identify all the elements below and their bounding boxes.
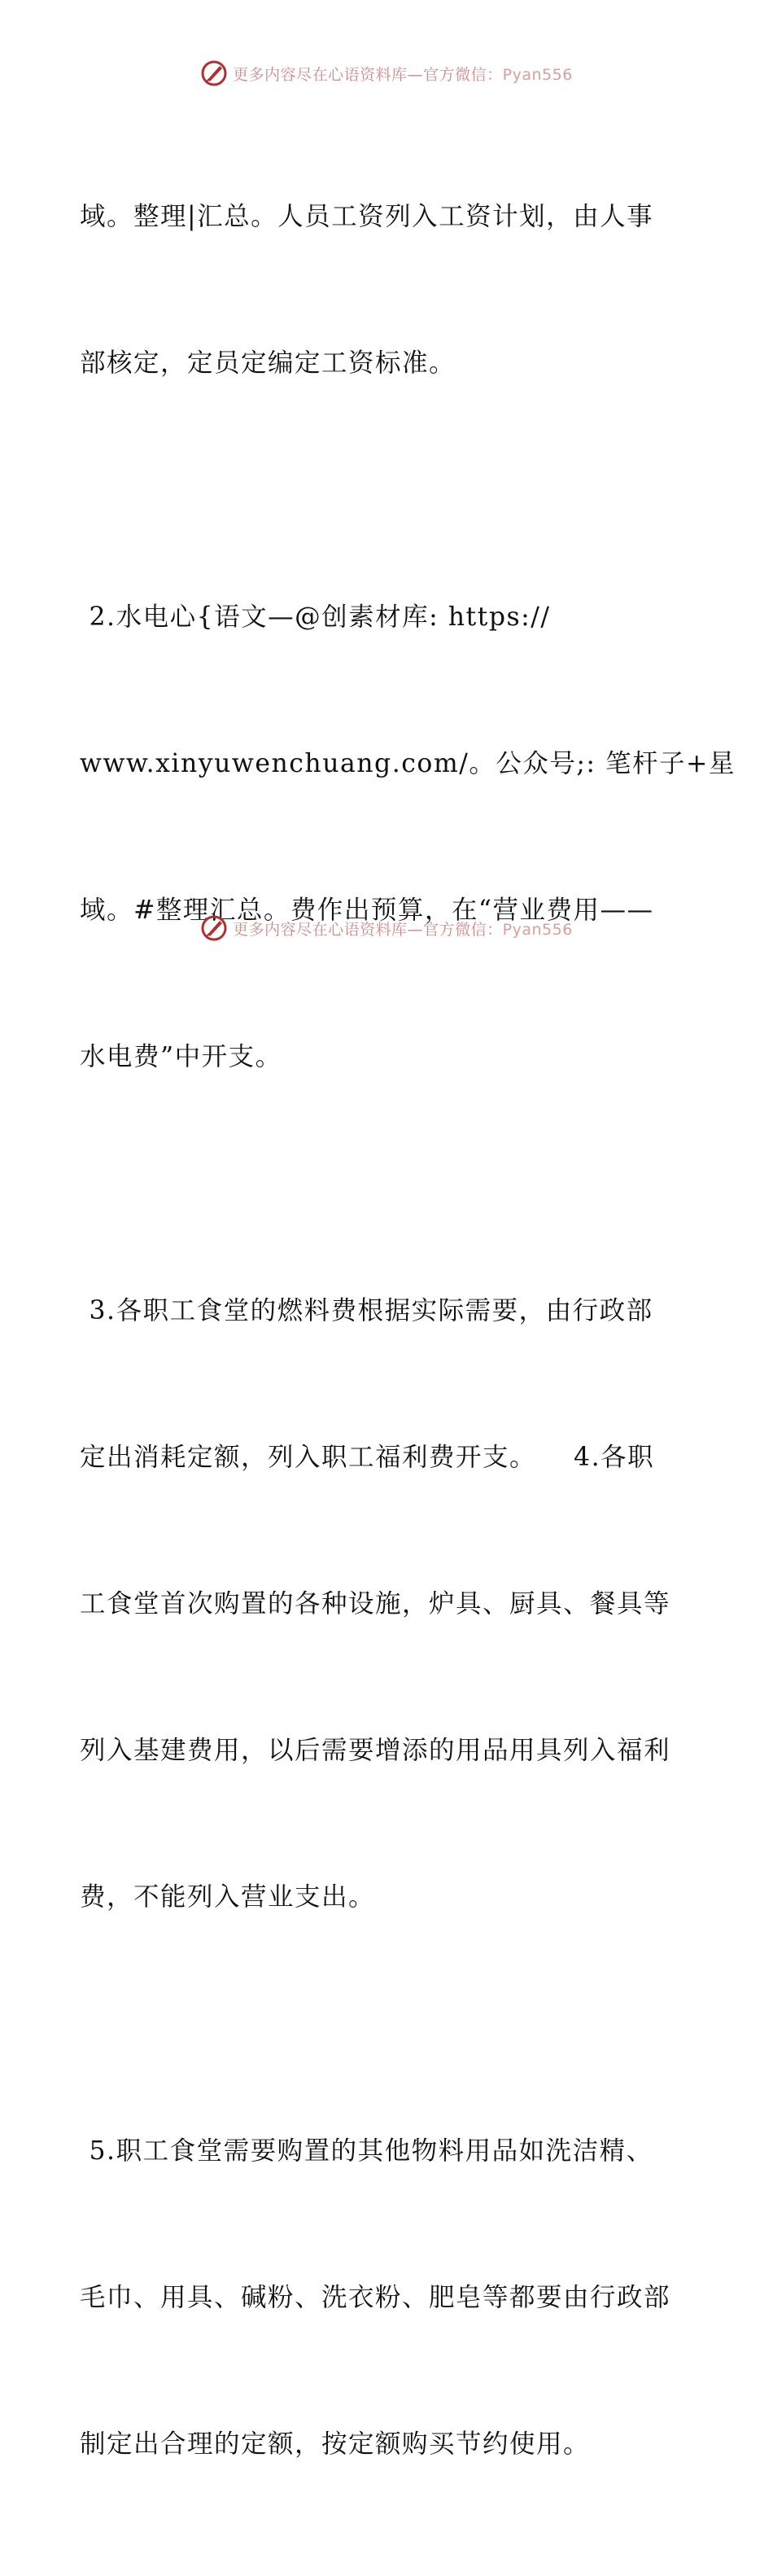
- text-line: 毛巾、用具、碱粉、洗衣粉、肥皂等都要由行政部: [80, 2283, 671, 2312]
- text-line: 3.各职工食堂的燃料费根据实际需要，由行政部: [80, 1296, 653, 1325]
- header-watermark: [0, 57, 773, 90]
- text-line: 5.职工食堂需要购置的其他物料用品如洗洁精、: [80, 2136, 653, 2166]
- watermark-text: 更多内容尽在心语资料库—官方微信：Pyan556: [233, 65, 573, 84]
- text-line: 部核定，定员定编定工资标准。: [80, 348, 456, 378]
- text-line: 水电费”中开支。: [80, 1042, 282, 1071]
- text-line: 工食堂首次购置的各种设施，炉具、厨具、餐具等: [80, 1589, 671, 1619]
- footer-watermark: [0, 912, 773, 944]
- quill-pen-seal-icon: [200, 59, 228, 87]
- text-line: www.xinyuwenchuang.com/。公众号;: 笔杆子+星: [80, 749, 736, 778]
- text-line: 制定出合理的定额，按定额购买节约使用。: [80, 2429, 591, 2459]
- text-line: 费，不能列入营业支出。: [80, 1882, 376, 1912]
- text-line: 域。整理|汇总。人员工资列入工资计划，由人事: [80, 202, 654, 231]
- paragraph-2: [80, 495, 736, 1179]
- paragraph-1: [80, 94, 698, 485]
- paragraph-3: [80, 1189, 698, 2019]
- text-line: 列入基建费用，以后需要增添的用品用具列入福利: [80, 1736, 671, 1765]
- text-line: 2.水电心{语文—@创素材库: https://: [80, 602, 551, 632]
- text-line: 定出消耗定额，列入职工福利费开支。 4.各职: [80, 1443, 655, 1472]
- watermark-text: 更多内容尽在心语资料库—官方微信：Pyan556: [233, 920, 573, 939]
- document-body: [80, 94, 736, 2576]
- quill-pen-seal-icon: [200, 914, 228, 942]
- text-line: 域。#整理汇总。费作出预算，在“营业费用——: [80, 896, 654, 925]
- paragraph-4: [80, 2029, 698, 2566]
